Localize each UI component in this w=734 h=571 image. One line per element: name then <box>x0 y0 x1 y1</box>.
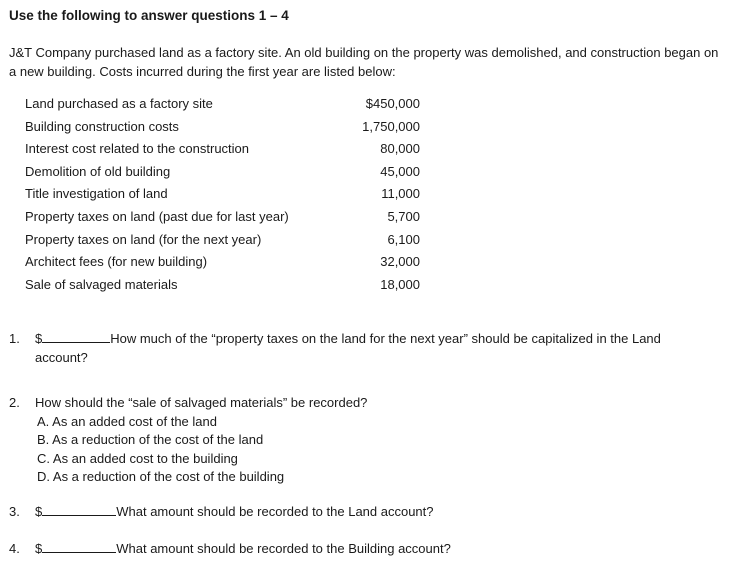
cost-amount: 32,000 <box>380 254 420 270</box>
question-text: How much of the “property taxes on the land for the next year” should be capitalized in the Land <box>110 331 661 346</box>
cost-label: Interest cost related to the construction <box>25 141 250 157</box>
cost-row <box>25 253 420 276</box>
cost-row <box>25 95 420 118</box>
choice-b[interactable]: B. As a reduction of the cost of the land <box>37 432 264 447</box>
cost-label: Land purchased as a factory site <box>25 96 213 111</box>
cost-amount: 5,700 <box>387 208 420 224</box>
cost-label: Demolition of old building <box>25 163 171 179</box>
cost-row <box>25 185 420 208</box>
cost-row <box>25 276 420 299</box>
choice-d[interactable]: D. As a reduction of the cost of the building <box>37 469 285 484</box>
question-number: 4. <box>9 541 20 556</box>
cost-label: Architect fees (for new building) <box>25 254 208 270</box>
cost-amount: 11,000 <box>381 186 420 202</box>
cost-label: Sale of salvaged materials <box>25 276 178 292</box>
choice-a[interactable]: A. As an added cost of the land <box>37 413 217 429</box>
cost-label: Title investigation of land <box>25 186 168 202</box>
cost-row <box>25 231 420 254</box>
cost-row <box>25 208 420 231</box>
cost-row <box>25 140 420 163</box>
choice-list <box>9 413 367 487</box>
question-number: 3. <box>9 504 20 519</box>
question-number: 1. <box>9 331 20 346</box>
question-4 <box>9 540 451 556</box>
question-3 <box>9 503 434 519</box>
question-number: 2. <box>9 395 20 410</box>
answer-blank[interactable] <box>42 503 116 516</box>
question-text-continued: account? <box>35 350 88 365</box>
cost-amount: 18,000 <box>380 276 420 292</box>
answer-blank[interactable] <box>42 330 110 343</box>
cost-amount: 80,000 <box>380 141 420 157</box>
dollar-sign: $ <box>35 504 43 519</box>
cost-table <box>25 95 420 298</box>
cost-row <box>25 163 420 186</box>
answer-blank[interactable] <box>42 540 116 553</box>
cost-label: Property taxes on land (for the next year) <box>25 231 262 247</box>
cost-amount: 45,000 <box>380 163 420 179</box>
question-text: What amount should be recorded to the Land account? <box>116 504 434 519</box>
dollar-sign: $ <box>35 331 43 346</box>
cost-amount: $450,000 <box>365 96 420 111</box>
page-heading: Use the following to answer questions 1 – 4 <box>9 8 289 23</box>
cost-amount: 6,100 <box>387 231 420 247</box>
question-1 <box>9 329 724 367</box>
cost-amount: 1,750,000 <box>362 118 420 134</box>
cost-row <box>25 118 420 141</box>
question-2 <box>9 394 367 487</box>
cost-label: Property taxes on land (past due for last year) <box>25 208 289 224</box>
question-text: How should the “sale of salvaged materials” be recorded? <box>35 395 368 410</box>
cost-label: Building construction costs <box>25 118 179 134</box>
choice-c[interactable]: C. As an added cost to the building <box>37 450 238 466</box>
intro-paragraph: J&T Company purchased land as a factory site. An old building on the property was demolished, and construction began on a new building. Costs incurred during the first year are listed below: <box>9 45 719 79</box>
dollar-sign: $ <box>35 541 43 556</box>
question-text: What amount should be recorded to the Building account? <box>116 541 451 556</box>
